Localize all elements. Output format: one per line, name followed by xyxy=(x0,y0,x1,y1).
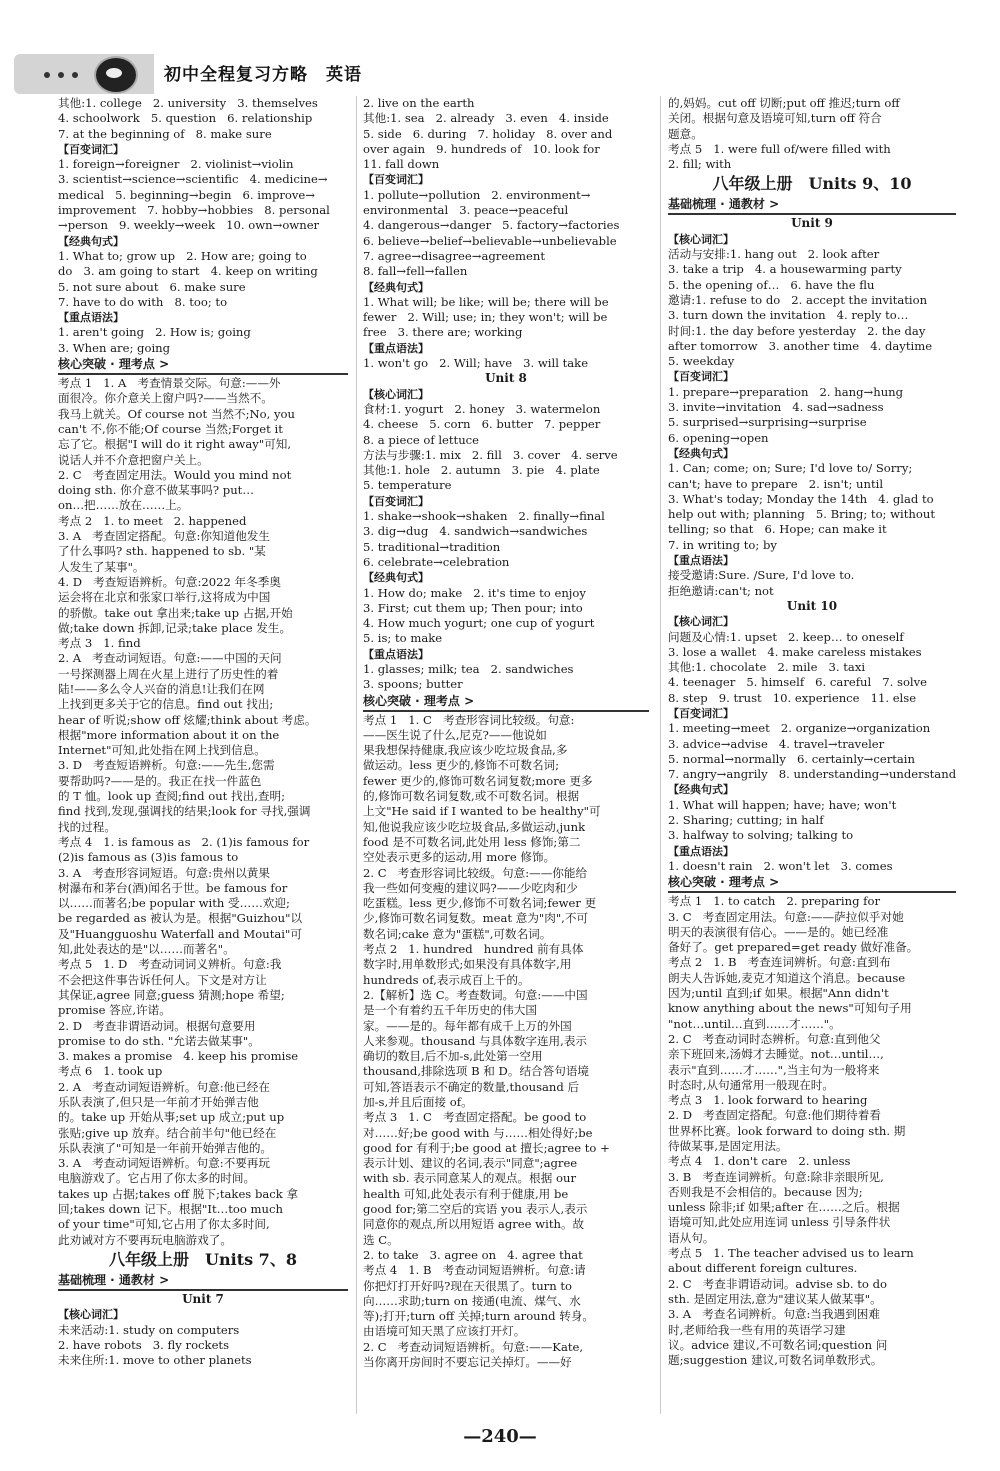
section-tag: 【经典句式】 xyxy=(363,280,429,294)
text-line: hundreds of,表示成百上千的。 xyxy=(363,972,530,987)
text-line: 考点 3 1. look forward to hearing xyxy=(668,1093,868,1108)
text-line: health 可知,此处表示有利于健康,用 be xyxy=(363,1186,569,1201)
text-line: 的,修饰可数名词复数,或不可数名词。根据 xyxy=(363,789,580,804)
text-line: 考点 1 1. A 考查情景交际。句意:——外 xyxy=(58,376,281,391)
text-line: 待做某事,是固定用法。 xyxy=(668,1139,788,1153)
text-line: 果我想保持健康,我应该少吃垃圾食品,多 xyxy=(363,743,568,758)
text-line: 6. believe→belief→believable→unbelievable xyxy=(363,233,617,248)
unit-heading: Unit 9 xyxy=(791,216,833,231)
text-line: 张贴;give up 放弃。结合前半句"他已经在 xyxy=(58,1125,277,1140)
text-line: 陆!——多么令人兴奋的消息!让我们在网 xyxy=(58,681,265,696)
text-line: after tomorrow 3. another time 4. daytime xyxy=(668,338,933,353)
text-line: 1. shake→shook→shaken 2. finally→final xyxy=(363,509,605,524)
text-line: find 找到,发现,强调找的结果;look for 寻找,强调 xyxy=(58,804,311,819)
column-divider xyxy=(356,96,357,1414)
text-line: hear of 听说;show off 炫耀;think about 考虑。 xyxy=(58,712,317,727)
text-line: 2. C 考查非谓语动词。advise sb. to do xyxy=(668,1276,887,1291)
text-line: 食材:1. yogurt 2. honey 3. watermelon xyxy=(363,401,601,416)
text-line: 2. A 考查动词短语。句意:——中国的天问 xyxy=(58,651,282,666)
text-line: good for 有利于;be good at 擅长;agree to + xyxy=(363,1140,610,1155)
section-heading-bar: 基础梳理 · 通教材 > xyxy=(58,1272,348,1291)
section-tag: 【经典句式】 xyxy=(363,571,429,585)
section-tag: 【核心词汇】 xyxy=(668,232,734,246)
text-line: 考点 1 1. C 考查形容词比较级。句意: xyxy=(363,712,575,727)
text-line: 3. C 考查固定用法。句意:——萨拉似乎对她 xyxy=(668,909,904,924)
text-line: 的骄傲。take out 拿出来;take up 占据,开始 xyxy=(58,605,293,620)
text-line: unless 除非;if 如果;after 在……之后。根据 xyxy=(668,1200,900,1215)
text-line: →person 9. weekly→week 10. own→owner xyxy=(58,218,320,233)
text-line: 明天的表演很有信心。——是的。她已经准 xyxy=(668,924,889,939)
page-number: —240— xyxy=(463,1426,537,1447)
text-line: 2. D 考查固定搭配。句意:他们期待着看 xyxy=(668,1108,881,1123)
section-heading-bar: 核心突破 · 理考点 > xyxy=(668,874,956,893)
text-line: 电脑游戏了。它占用了你太多的时间。 xyxy=(58,1171,256,1186)
text-line: 我马上就关。Of course not 当然不;No, you xyxy=(58,406,295,421)
text-line: 3. turn down the invitation 4. reply to… xyxy=(668,308,909,323)
text-line: medical 5. beginning→begin 6. improve→ xyxy=(58,187,316,202)
text-line: 3. A 考查名词辨析。句意:当我遇到困难 xyxy=(668,1307,880,1322)
text-line: 加-s,并且后面接 of。 xyxy=(363,1095,473,1109)
text-line: good for;第二空后的宾语 you 表示人,表示 xyxy=(363,1202,588,1217)
text-line: 是一个有着约五千年历史的伟大国 xyxy=(363,1003,537,1018)
text-line: 5. normal→normally 6. certainly→certain xyxy=(668,751,915,766)
text-line: 2. A 考查动词短语辨析。句意:他已经在 xyxy=(58,1079,270,1094)
text-line: 5. the opening of… 6. have the flu xyxy=(668,277,875,292)
text-line: 5. traditional→tradition xyxy=(363,539,501,554)
text-line: 方法与步骤:1. mix 2. fill 3. cover 4. serve xyxy=(363,447,618,462)
text-line: 8. a piece of lettuce xyxy=(363,432,480,447)
text-line: 人来参观。thousand 与具体数字连用,表示 xyxy=(363,1033,588,1048)
text-line: 1. prepare→preparation 2. hang→hung xyxy=(668,384,904,399)
text-column-right xyxy=(668,96,956,1368)
text-line: 5. is; to make xyxy=(363,631,443,646)
text-line: fewer 2. Will; use; in; they won't; will be xyxy=(363,310,608,325)
section-tag: 【重点语法】 xyxy=(363,647,429,661)
text-line: 邀请:1. refuse to do 2. accept the invitation xyxy=(668,292,928,307)
text-line: 因为;until 直到;if 如果。根据"Ann didn't xyxy=(668,986,889,1001)
text-line: 的,妈妈。cut off 切断;put off 推迟;turn off xyxy=(668,96,900,110)
text-line: 2. C 考查固定用法。Would you mind not xyxy=(58,467,292,482)
column-divider xyxy=(660,96,661,1414)
text-line: 及"Huangguoshu Waterfall and Moutai"可 xyxy=(58,926,302,941)
text-line: 3. A 考查固定搭配。句意:你知道他发生 xyxy=(58,529,270,544)
grade-heading: 八年级上册 Units 9、10 xyxy=(712,174,912,194)
text-line: (2)is famous as (3)is famous to xyxy=(58,850,239,865)
section-tag: 【百变词汇】 xyxy=(668,370,734,384)
section-tag: 【百变词汇】 xyxy=(668,706,734,720)
text-line: 7. in writing to; by xyxy=(668,537,777,552)
section-tag: 【经典句式】 xyxy=(58,234,124,248)
text-line: 3. First; cut them up; Then pour; into xyxy=(363,600,583,615)
text-line: 3. invite→invitation 4. sad→sadness xyxy=(668,400,884,415)
text-line: 考点 4 1. B 考查动词短语辨析。句意:请 xyxy=(363,1263,586,1278)
text-line: 5. side 6. during 7. holiday 8. over and xyxy=(363,126,613,141)
text-line: 时,老师给我一些有用的英语学习建 xyxy=(668,1322,846,1337)
text-line: 3. scientist→science→scientific 4. medicine→ xyxy=(58,172,328,187)
section-tag: 【百变词汇】 xyxy=(58,142,124,156)
text-line: 否则我是不会相信的。because 因为; xyxy=(668,1184,863,1199)
text-line: 3. dig→dug 4. sandwich→sandwiches xyxy=(363,524,588,539)
text-line: 考点 1 1. to catch 2. preparing for xyxy=(668,894,880,909)
text-line: 4. cheese 5. corn 6. butter 7. pepper xyxy=(363,417,601,432)
text-line: 可知,答语表示不确定的数量,thousand 后 xyxy=(363,1079,580,1094)
text-column-left xyxy=(58,96,348,1368)
text-line: 考点 3 1. find xyxy=(58,636,141,651)
text-line: 表示计划、建议的名词,表示"同意";agree xyxy=(363,1156,578,1171)
text-line: 2. fill; with xyxy=(668,157,732,172)
text-line: fewer 更少的,修饰可数名词复数;more 更多 xyxy=(363,773,593,788)
text-line: 考点 2 1. hundred hundred 前有具体 xyxy=(363,942,584,957)
text-line: 由语境可知天黑了应该打开灯。 xyxy=(363,1324,526,1339)
page-title: 初中全程复习方略 英语 xyxy=(164,65,362,85)
text-line: 同意你的观点,所以用短语 agree with。故 xyxy=(363,1217,585,1232)
section-tag: 【重点语法】 xyxy=(668,554,734,568)
section-tag: 【经典句式】 xyxy=(668,446,734,460)
text-line: 选 C。 xyxy=(363,1232,399,1247)
text-line: 接受邀请:Sure. /Sure, I'd love to. xyxy=(668,568,855,583)
text-line: 以……而著名;be popular with 受……欢迎; xyxy=(58,896,290,911)
text-line: 吃蛋糕。less 更少,修饰不可数名词;fewer 更 xyxy=(363,896,597,911)
text-line: 3. A 考查动词短语辨析。句意:不要再玩 xyxy=(58,1156,270,1171)
text-line: 1. How do; make 2. it's time to enjoy xyxy=(363,585,586,600)
text-line: 备好了。get prepared=get ready 做好准备。 xyxy=(668,940,919,955)
grade-heading: 八年级上册 Units 7、8 xyxy=(109,1249,297,1269)
text-line: 其他:1. sea 2. already 3. even 4. inside xyxy=(363,111,609,126)
text-line: 5. surprised→surprising→surprise xyxy=(668,415,867,430)
text-line: 3. lose a wallet 4. make careless mistakes xyxy=(668,644,922,659)
section-heading-bar: 核心突破 · 理考点 > xyxy=(363,693,649,712)
text-line: 知,此处表达的是"以……而著名"。 xyxy=(58,942,235,957)
text-line: 等);打开;turn off 关掉;turn around 转身。 xyxy=(363,1309,595,1324)
text-line: free 3. there are; working xyxy=(363,325,523,340)
text-line: 不会把这件事告诉任何人。下文是对方让 xyxy=(58,972,267,987)
text-line: about different foreign cultures. xyxy=(668,1261,858,1276)
text-line: 3. What's today; Monday the 14th 4. glad to xyxy=(668,491,934,506)
unit-heading: Unit 8 xyxy=(485,371,527,386)
text-line: 其保证,agree 同意;guess 猜测;hope 希望; xyxy=(58,987,285,1002)
text-line: 问题及心情:1. upset 2. keep… to oneself xyxy=(668,629,904,644)
text-line: thousand,排除选项 B 和 D。结合答句语境 xyxy=(363,1064,590,1079)
text-line: 议。advice 建议,不可数名词;question 问 xyxy=(668,1337,888,1352)
text-line: 说话人并不介意把窗户关上。 xyxy=(58,452,209,467)
text-line: 对……好;be good with 与……相处得好;be xyxy=(363,1125,593,1140)
text-line: of your time"可知,它占用了你太多时间, xyxy=(58,1217,270,1232)
text-line: 运会将在北京和张家口举行,这将成为中国 xyxy=(58,590,271,605)
text-line: improvement 7. hobby→hobbies 8. personal xyxy=(58,203,330,218)
section-tag: 【重点语法】 xyxy=(363,341,429,355)
text-line: 4. teenager 5. himself 6. careful 7. solve xyxy=(668,675,928,690)
text-line: 6. celebrate→celebration xyxy=(363,554,510,569)
text-line: know anything about the news"可知句子用 xyxy=(668,1001,912,1016)
text-line: Internet"可知,此处指在网上找到信息。 xyxy=(58,743,266,758)
text-line: 当你离开房间时不要忘记关掉灯。——好 xyxy=(363,1355,572,1370)
text-line: 2. C 考查形容词比较级。句意:——你能给 xyxy=(363,865,588,880)
text-line: 2. C 考查动词时态辨析。句意:直到他父 xyxy=(668,1031,881,1046)
text-line: 的。take up 开始从事;set up 成立;put up xyxy=(58,1110,285,1125)
text-line: can't 不,你不能;Of course 当然;Forget it xyxy=(58,421,283,436)
text-line: 3. halfway to solving; talking to xyxy=(668,828,854,843)
text-line: 考点 4 1. don't care 2. unless xyxy=(668,1154,851,1169)
text-line: 7. angry→angrily 8. understanding→understand xyxy=(668,767,956,782)
text-line: 考点 6 1. took up xyxy=(58,1064,163,1079)
text-line: 此劝诫对方不要再玩电脑游戏了。 xyxy=(58,1232,232,1247)
text-line: 语境可知,此处应用连词 unless 引导条件状 xyxy=(668,1215,891,1230)
text-line: promise to do sth. "允诺去做某事"。 xyxy=(58,1033,260,1048)
text-line: 时态时,从句通常用一般现在时。 xyxy=(668,1077,834,1092)
text-line: promise 答应,许诺。 xyxy=(58,1003,171,1018)
section-heading-bar: 基础梳理 · 通教材 > xyxy=(668,196,956,215)
page-header xyxy=(14,50,494,96)
text-line: 考点 5 1. D 考查动词词义辨析。句意:我 xyxy=(58,957,282,972)
text-line: 确切的数目,后不加-s,此处第一空用 xyxy=(363,1049,543,1064)
text-line: 考点 5 1. were full of/were filled with xyxy=(668,141,891,156)
text-line: 根据"more information about it on the xyxy=(58,727,280,742)
text-line: 考点 5 1. The teacher advised us to learn xyxy=(668,1246,914,1261)
text-line: 1. What will happen; have; have; won't xyxy=(668,797,897,812)
text-line: 5. weekday xyxy=(668,354,735,369)
text-line: help out with; planning 5. Bring; to; without xyxy=(668,507,936,522)
text-line: 面很冷。你介意关上窗户吗?——当然不。 xyxy=(58,391,273,406)
text-line: 知,他说我应该少吃垃圾食品,多做运动,junk xyxy=(363,819,586,834)
text-line: 考点 2 1. B 考查连词辨析。句意:直到布 xyxy=(668,955,891,970)
text-line: 题;suggestion 建议,可数名词单数形式。 xyxy=(668,1353,883,1368)
text-line: 上找到更多关于它的信息。find out 找出; xyxy=(58,697,274,712)
text-line: "not…until…直到……才……"。 xyxy=(668,1016,841,1031)
text-line: 3. When are; going xyxy=(58,340,171,355)
text-line: 1. glasses; milk; tea 2. sandwiches xyxy=(363,661,574,676)
book-logo-icon xyxy=(94,56,138,94)
text-line: 一号探测器上周在火星上进行了历史性的着 xyxy=(58,666,279,681)
section-tag: 【核心词汇】 xyxy=(363,387,429,401)
text-line: telling; so that 6. Hope; can make it xyxy=(668,522,887,537)
text-line: doing sth. 你介意不做某事吗? put… xyxy=(58,483,254,498)
text-line: 7. agree→disagree→agreement xyxy=(363,248,546,263)
header-dots-decoration xyxy=(44,72,94,78)
text-line: 少,修饰可数名词复数。meat 意为"肉",不可 xyxy=(363,911,589,926)
text-line: 做;take down 拆卸,记录;take place 发生。 xyxy=(58,620,292,635)
text-line: 1. doesn't rain 2. won't let 3. comes xyxy=(668,858,893,873)
text-line: 5. not sure about 6. make sure xyxy=(58,279,246,294)
text-line: 的 T 恤。look up 查阅;find out 找出,查明; xyxy=(58,789,285,804)
text-line: 空处表示更多的运动,用 more 修饰。 xyxy=(363,850,556,865)
text-line: 考点 4 1. is famous as 2. (1)is famous for xyxy=(58,834,310,849)
text-line: 语从句。 xyxy=(668,1230,715,1245)
text-line: 题意。 xyxy=(668,126,703,141)
text-line: 4. dangerous→danger 5. factory→factories xyxy=(363,218,620,233)
text-line: on…把……放在……上。 xyxy=(58,498,189,513)
text-line: 做运动。less 更少的,修饰不可数名词; xyxy=(363,758,560,773)
section-heading-bar: 核心突破 · 理考点 > xyxy=(58,356,348,375)
text-line: 拒绝邀请:can't; not xyxy=(668,583,774,598)
text-line: 数名词;cake 意为"蛋糕",可数名词。 xyxy=(363,926,552,941)
text-line: 关闭。根据句意及语境可知,turn off 符合 xyxy=(668,111,882,126)
section-tag: 【重点语法】 xyxy=(668,844,734,858)
text-line: 2. D 考查非谓语动词。根据句意要用 xyxy=(58,1018,256,1033)
text-line: 数字时,用单数形式;如果没有具体数字,用 xyxy=(363,957,572,972)
text-line: food 是不可数名词,此处用 less 修饰;第二 xyxy=(363,834,581,849)
text-line: 4. How much yogurt; one cup of yogurt xyxy=(363,616,595,631)
text-line: 其他:1. hole 2. autumn 3. pie 4. plate xyxy=(363,463,600,478)
text-line: 1. foreign→foreigner 2. violinist→violin xyxy=(58,157,294,172)
text-line: 时间:1. the day before yesterday 2. the day xyxy=(668,323,926,338)
text-column-middle xyxy=(363,96,649,1370)
text-line: sth. 是固定用法,意为"建议某人做某事"。 xyxy=(668,1291,882,1306)
text-line: 4. schoolwork 5. question 6. relationship xyxy=(58,111,313,126)
text-line: 1. pollute→pollution 2. environment→ xyxy=(363,187,591,202)
section-tag: 【百变词汇】 xyxy=(363,173,429,187)
unit-heading: Unit 7 xyxy=(182,1291,224,1306)
text-line: do 3. am going to start 4. keep on writing xyxy=(58,264,318,279)
text-line: 1. meeting→meet 2. organize→organization xyxy=(668,721,931,736)
text-line: 上文"He said if I wanted to be healthy"可 xyxy=(363,804,601,819)
text-line: 8. step 9. trust 10. experience 11. else xyxy=(668,690,917,705)
text-line: 3. D 考查短语辨析。句意:——先生,您需 xyxy=(58,758,275,773)
text-line: 2. have robots 3. fly rockets xyxy=(58,1337,230,1352)
text-line: 8. fall→fell→fallen xyxy=(363,264,468,279)
text-line: 表示"直到……才……",当主句为一般将来 xyxy=(668,1062,880,1077)
text-line: 3. B 考查连词辨析。句意:除非亲眼所见, xyxy=(668,1169,884,1184)
text-line: 1. aren't going 2. How is; going xyxy=(58,325,251,340)
section-tag: 【百变词汇】 xyxy=(363,494,429,508)
text-line: 1. Can; come; on; Sure; I'd love to/ Sorry; xyxy=(668,461,913,476)
section-tag: 【重点语法】 xyxy=(58,311,124,325)
text-line: 2. C 考查动词短语辨析。句意:——Kate, xyxy=(363,1339,584,1354)
text-line: 1. What will; be like; will be; there will be xyxy=(363,294,609,309)
text-line: 人发生了某事"。 xyxy=(58,559,145,574)
text-line: 其他:1. college 2. university 3. themselves xyxy=(58,96,318,110)
text-line: 树瀑布和茅台(酒)闻名于世。be famous for xyxy=(58,880,288,895)
text-line: 3. A 考查形容词短语。句意:贵州以黄果 xyxy=(58,865,270,880)
text-line: 我一些如何变瘦的建议吗?——少吃肉和少 xyxy=(363,880,578,895)
text-line: 2. Sharing; cutting; in half xyxy=(668,813,824,828)
text-line: 回;takes down 记下。根据"It…too much xyxy=(58,1202,283,1217)
text-line: 未来住所:1. move to other planets xyxy=(58,1353,252,1368)
text-line: 2.【解析】选 C。考查数词。句意:——中国 xyxy=(363,987,588,1002)
text-line: 2. to take 3. agree on 4. agree that xyxy=(363,1247,583,1262)
text-line: 找的过程。 xyxy=(58,819,116,834)
text-line: 了什么事吗? sth. happened to sb. "某 xyxy=(58,544,266,559)
text-line: 乐队表演了,但只是一年前才开始弹吉他 xyxy=(58,1095,259,1109)
unit-heading: Unit 10 xyxy=(786,598,838,613)
text-line: over again 9. hundreds of 10. look for xyxy=(363,141,600,156)
text-line: 考点 3 1. C 考查固定搭配。be good to xyxy=(363,1110,587,1125)
text-line: 朗夫人告诉她,麦克才知道这个消息。because xyxy=(668,970,906,985)
text-line: 未来活动:1. study on computers xyxy=(58,1322,240,1337)
section-tag: 【核心词汇】 xyxy=(58,1308,124,1322)
text-line: 3. makes a promise 4. keep his promise xyxy=(58,1049,299,1064)
text-line: 忘了它。根据"I will do it right away"可知, xyxy=(58,437,292,452)
text-line: 11. fall down xyxy=(363,157,440,172)
text-line: 5. temperature xyxy=(363,478,452,493)
text-line: 你把灯打开好吗?现在天很黑了。turn to xyxy=(363,1278,572,1293)
text-line: 家。——是的。每年都有成千上万的外国 xyxy=(363,1018,572,1033)
text-line: 其他:1. chocolate 2. mile 3. taxi xyxy=(668,660,866,675)
text-line: 乐队表演了"可知是一年前开始弹吉他的。 xyxy=(58,1140,273,1155)
text-line: ——医生说了什么,尼克?——他说如 xyxy=(363,727,547,742)
text-line: be regarded as 被认为是。根据"Guizhou"以 xyxy=(58,911,303,926)
text-line: 7. at the beginning of 8. make sure xyxy=(58,126,272,141)
text-line: 世界杯比赛。look forward to doing sth. 期 xyxy=(668,1123,906,1138)
text-line: 亲下班回来,汤姆才去睡觉。not…until…, xyxy=(668,1047,884,1062)
text-line: 活动与安排:1. hang out 2. look after xyxy=(668,247,880,262)
text-line: environmental 3. peace→peaceful xyxy=(363,203,569,218)
text-line: 要帮助吗?——是的。我正在找一件蓝色 xyxy=(58,773,262,788)
text-line: 7. have to do with 8. too; to xyxy=(58,294,228,309)
text-line: 3. take a trip 4. a housewarming party xyxy=(668,262,902,277)
text-line: 考点 2 1. to meet 2. happened xyxy=(58,513,247,528)
text-line: 6. opening→open xyxy=(668,430,769,445)
text-line: 1. What to; grow up 2. How are; going to xyxy=(58,248,307,263)
section-tag: 【经典句式】 xyxy=(668,783,734,797)
text-line: 2. live on the earth xyxy=(363,96,475,110)
text-line: with sb. 表示同意某人的观点。根据 our xyxy=(363,1171,576,1186)
text-line: 向……求助;turn on 接通(电流、煤气、水 xyxy=(363,1293,581,1308)
text-line: 4. D 考查短语辨析。句意:2022 年冬季奥 xyxy=(58,574,281,589)
text-line: 3. spoons; butter xyxy=(363,677,463,692)
text-line: can't; have to prepare 2. isn't; until xyxy=(668,476,884,491)
section-tag: 【核心词汇】 xyxy=(668,615,734,629)
text-line: 1. won't go 2. Will; have 3. will take xyxy=(363,356,589,371)
text-line: 3. advice→advise 4. travel→traveler xyxy=(668,736,885,751)
text-line: takes up 占据;takes off 脱下;takes back 拿 xyxy=(58,1186,299,1201)
